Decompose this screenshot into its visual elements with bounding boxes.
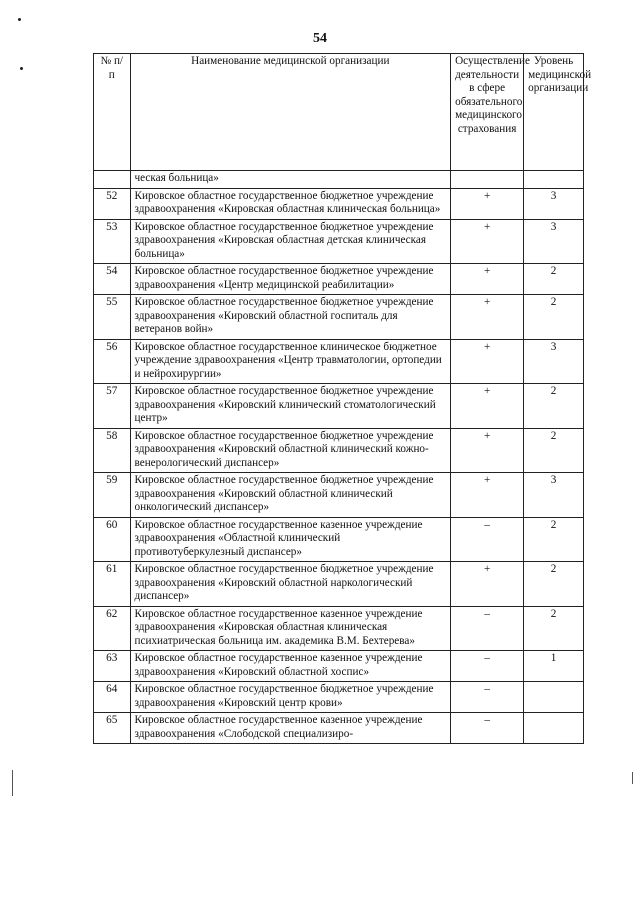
- cell-name: Кировское областное государственное бюджетное учреждение здравоохранения «Кировский областной госпиталь для ветеранов войн»: [130, 295, 451, 340]
- cell-num: 58: [94, 428, 131, 473]
- cell-level: 3: [524, 473, 584, 518]
- cell-name: Кировское областное государственное бюджетное учреждение здравоохранения «Кировская областная клиническая больница»: [130, 188, 451, 219]
- cell-level: [524, 713, 584, 744]
- header-name: Наименование медицинской организации: [130, 54, 451, 171]
- medical-organizations-table: [93, 53, 592, 744]
- table-row: [94, 188, 584, 219]
- cell-num: 53: [94, 219, 131, 264]
- cell-name: Кировское областное государственное бюджетное учреждение здравоохранения «Кировский областной наркологический диспансер»: [130, 562, 451, 607]
- table-row: [94, 651, 584, 682]
- table-row: [94, 428, 584, 473]
- cell-name: Кировское областное государственное бюджетное учреждение здравоохранения «Кировский центр крови»: [130, 682, 451, 713]
- scan-edge-mark: [12, 770, 13, 796]
- cell-oms: [451, 171, 524, 189]
- cell-level: 2: [524, 295, 584, 340]
- table-row: [94, 295, 584, 340]
- cell-num: [94, 171, 131, 189]
- table-row: [94, 339, 584, 384]
- cell-oms: +: [451, 295, 524, 340]
- page-number: 54: [313, 31, 327, 46]
- cell-oms: +: [451, 562, 524, 607]
- cell-level: 3: [524, 188, 584, 219]
- cell-num: 65: [94, 713, 131, 744]
- table-row: [94, 517, 584, 562]
- cell-num: 63: [94, 651, 131, 682]
- header-num: № п/п: [94, 54, 131, 171]
- table-row: [94, 219, 584, 264]
- cell-level: 2: [524, 428, 584, 473]
- cell-oms: +: [451, 473, 524, 518]
- cell-level: 3: [524, 219, 584, 264]
- cell-name: Кировское областное государственное казенное учреждение здравоохранения «Кировский областной хоспис»: [130, 651, 451, 682]
- cell-num: 62: [94, 606, 131, 651]
- scan-edge-mark: [632, 772, 633, 784]
- cell-oms: +: [451, 339, 524, 384]
- cell-level: 2: [524, 264, 584, 295]
- cell-num: 60: [94, 517, 131, 562]
- cell-name: Кировское областное государственное бюджетное учреждение здравоохранения «Кировский клинический стоматологический центр»: [130, 384, 451, 429]
- cell-num: 64: [94, 682, 131, 713]
- table-row: [94, 473, 584, 518]
- header-level: Уровень медицинской организации: [524, 54, 584, 171]
- cell-num: 55: [94, 295, 131, 340]
- header-oms: Осуществление деятельности в сфере обязательного медицинского страхования: [451, 54, 524, 171]
- cell-num: 59: [94, 473, 131, 518]
- cell-name: Кировское областное государственное бюджетное учреждение здравоохранения «Кировский областной клинический кожно-венерологический диспансер»: [130, 428, 451, 473]
- cell-level: 3: [524, 339, 584, 384]
- cell-oms: –: [451, 682, 524, 713]
- cell-level: 1: [524, 651, 584, 682]
- cell-num: 61: [94, 562, 131, 607]
- cell-oms: +: [451, 264, 524, 295]
- cell-name: Кировское областное государственное казенное учреждение здравоохранения «Областной клинический противотуберкулезный диспансер»: [130, 517, 451, 562]
- scan-speck: [20, 67, 23, 70]
- table-row: [94, 264, 584, 295]
- cell-oms: +: [451, 188, 524, 219]
- cell-name: Кировское областное государственное казенное учреждение здравоохранения «Кировская областная клиническая психиатрическая больница им. академика В.М. Бехтерева»: [130, 606, 451, 651]
- cell-oms: –: [451, 606, 524, 651]
- table-header-row: [94, 54, 584, 171]
- cell-oms: –: [451, 651, 524, 682]
- cell-level: 2: [524, 517, 584, 562]
- cell-name: Кировское областное государственное бюджетное учреждение здравоохранения «Кировский областной клинический онкологический диспансер»: [130, 473, 451, 518]
- cell-oms: +: [451, 219, 524, 264]
- cell-oms: –: [451, 517, 524, 562]
- cell-name: ческая больница»: [130, 171, 451, 189]
- cell-name: Кировское областное государственное казенное учреждение здравоохранения «Слободской специализиро-: [130, 713, 451, 744]
- cell-name: Кировское областное государственное бюджетное учреждение здравоохранения «Кировская областная детская клиническая больница»: [130, 219, 451, 264]
- cell-level: [524, 171, 584, 189]
- cell-level: [524, 682, 584, 713]
- table-row: [94, 713, 584, 744]
- cell-num: 56: [94, 339, 131, 384]
- cell-num: 54: [94, 264, 131, 295]
- cell-oms: +: [451, 384, 524, 429]
- table-row: [94, 384, 584, 429]
- table-row: [94, 682, 584, 713]
- scan-speck: [18, 18, 21, 21]
- cell-oms: –: [451, 713, 524, 744]
- cell-oms: +: [451, 428, 524, 473]
- table-row: [94, 606, 584, 651]
- cell-level: 2: [524, 384, 584, 429]
- cell-level: 2: [524, 562, 584, 607]
- cell-name: Кировское областное государственное бюджетное учреждение здравоохранения «Центр медицинской реабилитации»: [130, 264, 451, 295]
- table-row-continuation: [94, 171, 584, 189]
- cell-num: 52: [94, 188, 131, 219]
- table-row: [94, 562, 584, 607]
- cell-name: Кировское областное государственное клиническое бюджетное учреждение здравоохранения «Центр травматологии, ортопедии и нейрохирургии»: [130, 339, 451, 384]
- cell-level: 2: [524, 606, 584, 651]
- cell-num: 57: [94, 384, 131, 429]
